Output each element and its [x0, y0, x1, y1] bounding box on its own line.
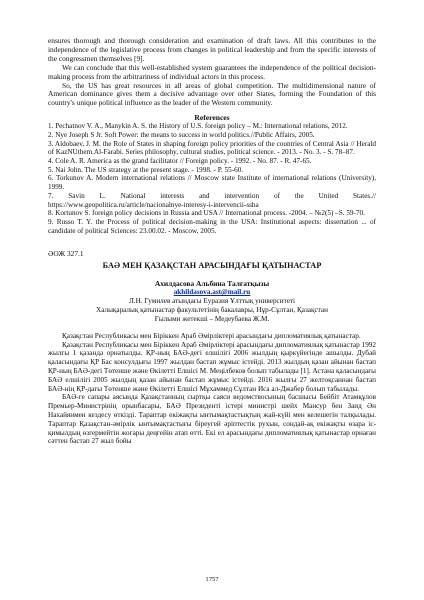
reference-item: 9. Russo T. Y. the Process of political decision-making in the USA: Institutional aspects: dissertation ... of candidate of political Sciences: 23.00.02. - Moscow, 2005.	[48, 217, 376, 235]
article-body	[48, 332, 376, 446]
reference-item: 6. Torkunov A. Modern international relations // Moscow state Institute of international relations (University), 1999.	[48, 174, 376, 192]
author-name: Ахилдасова Альбина Талғатқызы	[154, 279, 270, 289]
reference-item: 4. Cole A. R. America as the grand facilitator // Foreign policy. - 1992. - No. 87. - R. 47-65.	[48, 157, 312, 166]
udc-code: ӘОЖ 327.1	[48, 249, 84, 259]
reference-item: 2. Nye Joseph S Jr. Soft Power: the means to success in world politics.//Public Affairs, 2005.	[48, 130, 315, 139]
reference-item: 8. Kortunov S. foreign policy decisions in Russia and USA // International process. -2004. – №2(5) –S. 59-70.	[48, 209, 365, 218]
references-title: References	[194, 113, 230, 123]
references-list	[48, 122, 376, 235]
article-paragraph-1: Қазақстан Республикасы мен Біріккен Араб Әмірліктері арасындағы дипломатиялық қатынастар.	[62, 331, 361, 340]
article-title: БАӘ МЕН ҚАЗАҚСТАН АРАСЫНДАҒЫ ҚАТЫНАСТАР	[102, 261, 322, 271]
author-email-link[interactable]: akhildasova.ast@mail.ru	[173, 288, 251, 297]
reference-item: 7. Savin L. National interests and intervention of the United States.// https://www.geopolitica.ru/article/nacionalnye-interesy-i-intervencii-ssha	[48, 191, 376, 209]
reference-item: 3. Aldobaev, J. M. the Role of States in shaping foreign policy priorities of the countries of Central Asia // Herald of KazNUthem.Al-Farabi. Series philosophy, cultural studies, political science. - 2013. - No. 3. - S. 78–87.	[48, 139, 376, 157]
reference-item: 5. Nai John. The US strategy at the present stage. - 1998. - P. 55-60.	[48, 165, 244, 174]
intro-paragraph-3: So, the US has great resources in all areas of global competition. The multidimensional nature of American dominance gives them a decisive advantage over other States, forming the Foundation of this country's unique political influence as the leader of the Western community.	[48, 80, 376, 108]
page-number: 1757	[205, 576, 219, 583]
article-paragraph-2: Қазақстан Республикасы мен Біріккен Араб Әмірліктері арасындағы дипломатиялық қатынастар 1992 жылғы 1 қазанда орнатылды. ҚР-ның БАӘ-дегі елшілігі 2006 жылдың қыркүйегінде ашылды. Дубай қаласындағы ҚР Бас консулдығы 1997 жылдан бастап жұмыс істейді. 2013 жылдың қазан айынан бастап ҚР-ның БАӘ-дегі Төтенше және Өкілетті Елшісі М. Меңілбеков болып табылады [1]. Астана қаласындағы БАӘ елшілігі 2005 жылдың қазан айынан бастап жұмыс істейді. 2016 жылғы 27 желтоқсаннан бастап БАӘ-нің ҚР-дағы Төтенше және Өкілетті Елшісі Мұхаммед Сұлтан Иса ал-Джабер болып табылады.	[48, 340, 376, 393]
supervisor: Ғылыми жетекші – Медеубаева Ж.М.	[154, 314, 270, 323]
intro-paragraph-1: ensures thorough and thorough consideration and examination of draft laws. All this contributes to the independence of the legislative process from changes in political leadership and from the specific interests of the congressmen themselves [9].	[48, 36, 376, 63]
intro-paragraph-2: We can conclude that this well-established system guarantees the independence of the political decision-making process from the arbitrariness of individual actors in this process.	[48, 62, 376, 81]
affiliation-university: Л.Н. Гумилев атындағы Еуразия Ұлттық университеті	[128, 297, 296, 306]
article-paragraph-3: БАӘ-ге сапары аясында Қазақстанның сыртқы саяси ведомствосының басшысы Бейбіт Атамқұлов Премьер-Министрінің орынбасары, БАӘ Президенті істері министрі шейх Мансур бен Заид Ән Нахайянмен кездесу өткізді. Тараптар екіжақты ынтымақтастықтың жай-күйі мен келешегін талқылады. Тараптар Қазақстан-әмірлік ынтымақтастығы біреугей әріптестік рухын, сондай-ақ екіжақты өзара іс-қимылдың өзгермейтін жоғары деңгейін атап өтті. Екі ел арасындағы дипломатиялық қатынастар орнаған сәттен бастап 27 жыл бойы	[48, 393, 376, 446]
reference-item: 1. Pechatnov V. A., Manykin A. S. the History of U.S. foreign policy – M.: International relations, 2012.	[48, 122, 348, 131]
affiliation-faculty: Халықаралық қатынастар факультетінің бакалавры, Нұр-Сұлтан, Қазақстан	[96, 306, 328, 315]
